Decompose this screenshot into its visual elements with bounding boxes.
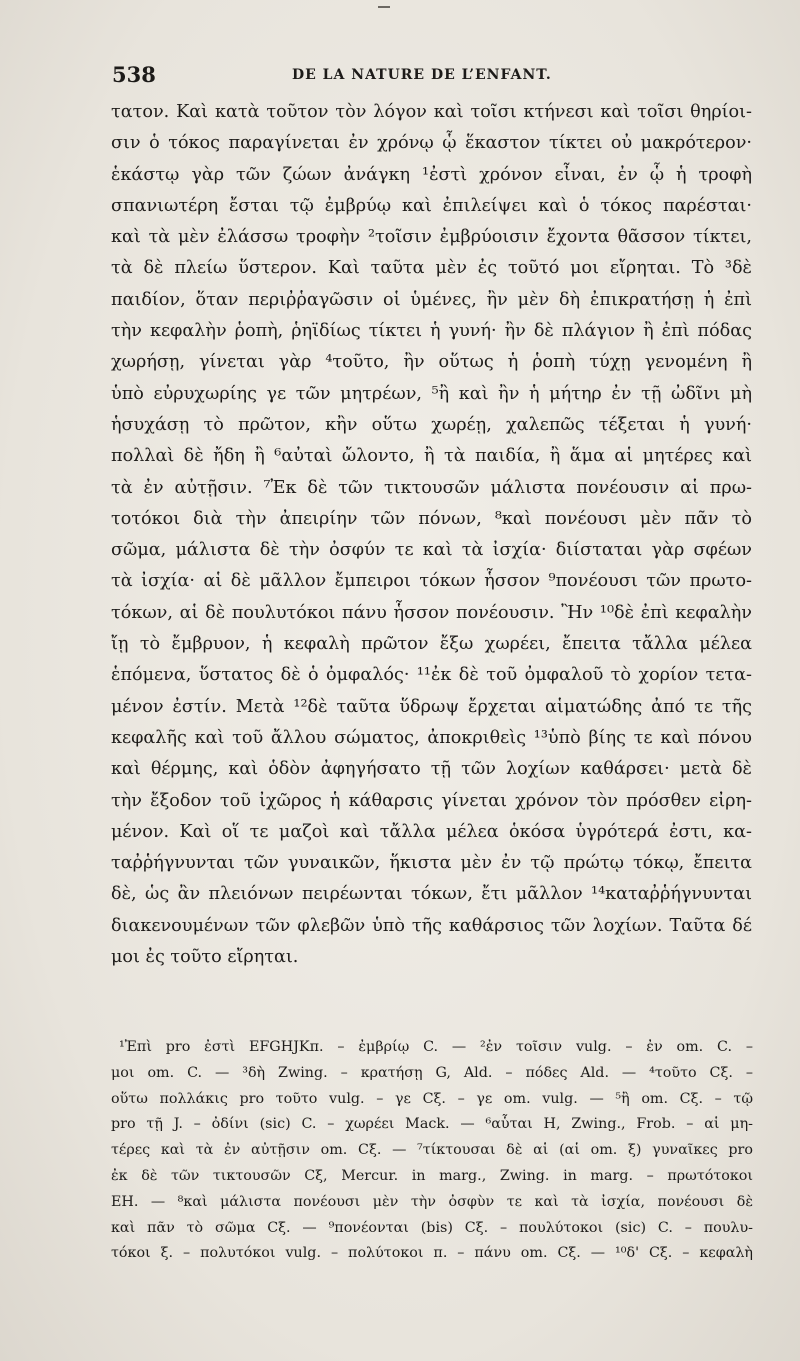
- text-line: ἑκάστῳ γὰρ τῶν ζώων ἀνάγκη ¹ἐστὶ χρόνον εἶναι, ἐν ᾧ ἡ τροφὴ: [111, 164, 752, 185]
- text-line: χωρήσῃ, γίνεται γὰρ ⁴τοῦτο, ἢν οὕτως ἡ ῥοπὴ τύχῃ γενομένη ἢ: [111, 352, 752, 373]
- text-line: ταῤῥήγνυνται τῶν γυναικῶν, ἥκιστα μὲν ἐν τῷ πρώτῳ τόκῳ, ἔπειτα: [111, 853, 752, 874]
- text-line: ἡσυχάσῃ τὸ πρῶτον, κἢν οὕτω χωρέῃ, χαλεπῶς τέξεται ἡ γυνή·: [111, 414, 752, 435]
- text-line: σπανιωτέρη ἔσται τῷ ἐμβρύῳ καὶ ἐπιλείψει καὶ ὁ τόκος παρέσται·: [111, 195, 752, 216]
- text-line: μοι ἐς τοῦτο εἴρηται.: [111, 947, 299, 968]
- text-line: μένον. Καὶ οἵ τε μαζοὶ καὶ τἄλλα μέλεα ὁκόσα ὑγρότερά ἐστι, κα-: [111, 821, 752, 842]
- text-line: καὶ τὰ μὲν ἐλάσσω τροφὴν ²τοῖσιν ἐμβρύοισιν ἔχοντα θᾶσσον τίκτει,: [111, 227, 752, 248]
- text-line: σῶμα, μάλιστα δὲ τὴν ὀσφύν τε καὶ τὰ ἰσχία· διίσταται γὰρ σφέων: [111, 540, 752, 561]
- text-line: καὶ θέρμης, καὶ ὁδὸν ἀφηγήσατο τῇ τῶν λοχίων καθάρσει· μετὰ δὲ: [111, 759, 752, 780]
- running-title: DE LA NATURE DE L’ENFANT.: [292, 67, 552, 83]
- text-line: δὲ, ὡς ἂν πλειόνων πειρέωνται τόκων, ἔτι μᾶλλον ¹⁴καταῤῥήγνυνται: [111, 884, 752, 905]
- text-line: ἴῃ τὸ ἔμβρυον, ἡ κεφαλὴ πρῶτον ἔξω χωρέει, ἔπειτα τἄλλα μέλεα: [111, 634, 752, 655]
- text-line: πολλαὶ δὲ ἤδη ἢ ⁶αὐταὶ ὤλοντο, ἢ τὰ παιδία, ἢ ἅμα αἱ μητέρες καὶ: [111, 446, 752, 467]
- footnote-line: pro τῇ J. – ὀδίνι (sic) C. – χωρέει Mack. — ⁶αὗται H, Zwing., Frob. – αἱ μη-: [111, 1116, 753, 1133]
- page-header: [112, 62, 752, 90]
- text-line: τὰ ἐν αὐτῇσιν. ⁷Ἐκ δὲ τῶν τικτουσῶν μάλιστα πονέουσιν αἱ πρω-: [111, 477, 752, 498]
- text-line: ὑπὸ εὐρυχωρίης γε τῶν μητρέων, ⁵ἢ καὶ ἢν ἡ μήτηρ ἐν τῇ ὠδῖνι μὴ: [111, 383, 752, 404]
- footnote-line: ¹Ἐπὶ pro ἐστὶ EFGHJKπ. – ἐμβρίῳ C. — ²ἐν τοῖσιν vulg. – ἐν om. C. –: [119, 1039, 753, 1055]
- text-line: τατον. Καὶ κατὰ τοῦτον τὸν λόγον καὶ τοῖσι κτήνεσι καὶ τοῖσι θηρίοι-: [111, 102, 752, 122]
- text-line: μένον ἐστίν. Μετὰ ¹²δὲ ταῦτα ὕδρωψ ἔρχεται αἱματώδης ἀπό τε τῆς: [111, 696, 752, 717]
- text-line: τόκων, αἱ δὲ πουλυτόκοι πάνυ ἧσσον πονέουσιν. Ἢν ¹⁰δὲ ἐπὶ κεφαλὴν: [111, 602, 752, 623]
- text-line: κεφαλῆς καὶ τοῦ ἄλλου σώματος, ἀποκριθεὶς ¹³ὑπὸ βίης τε καὶ πόνου: [111, 727, 752, 748]
- main-text: [111, 97, 752, 973]
- text-line: τὰ ἰσχία· αἱ δὲ μᾶλλον ἔμπειροι τόκων ἧσσον ⁹πονέουσι τῶν πρωτο-: [111, 571, 752, 592]
- text-line: τοτόκοι διὰ τὴν ἀπειρίην τῶν πόνων, ⁸καὶ πονέουσι μὲν πᾶν τὸ: [111, 508, 752, 529]
- footnote-line: ἐκ δὲ τῶν τικτουσῶν Cξ, Mercur. in marg., Zwing. in marg. – πρωτότοκοι: [111, 1167, 753, 1184]
- text-line: παιδίον, ὅταν περιῤῥαγῶσιν οἱ ὑμένες, ἢν μὲν δὴ ἐπικρατήσῃ ἡ ἐπὶ: [111, 289, 752, 310]
- text-line: διακενουμένων τῶν φλεβῶν ὑπὸ τῆς καθάρσιος τῶν λοχίων. Ταῦτα δέ: [111, 915, 752, 936]
- text-line: ἑπόμενα, ὕστατος δὲ ὁ ὀμφαλός· ¹¹ἐκ δὲ τοῦ ὀμφαλοῦ τὸ χορίον τετα-: [111, 665, 752, 686]
- text-line: σιν ὁ τόκος παραγίνεται ἐν χρόνῳ ᾧ ἕκαστον τίκτει οὐ μακρότερον·: [111, 133, 752, 154]
- footnote-line: τέρες καὶ τὰ ἐν αὐτῇσιν om. Cξ. — ⁷τίκτουσαι δὲ αἱ (αἱ om. ξ) γυναῖκες pro: [111, 1142, 753, 1159]
- page-number: 538: [112, 62, 156, 87]
- footnotes: [111, 1035, 753, 1267]
- footnote-line: EH. — ⁸καὶ μάλιστα πονέουσι μὲν τὴν ὀσφὺν τε καὶ τὰ ἰσχία, πονέουσι δὲ: [111, 1193, 753, 1210]
- top-margin-mark: [378, 6, 390, 8]
- text-line: τὴν ἔξοδον τοῦ ἰχῶρος ἡ κάθαρσις γίνεται χρόνον τὸν πρόσθεν εἰρη-: [111, 790, 752, 811]
- text-line: τὰ δὲ πλείω ὕστερον. Καὶ ταῦτα μὲν ἐς τοῦτό μοι εἴρηται. Τὸ ³δὲ: [111, 258, 752, 279]
- text-line: τὴν κεφαλὴν ῥοπὴ, ῥηϊδίως τίκτει ἡ γυνή· ἢν δὲ πλάγιον ἢ ἐπὶ πόδας: [111, 321, 752, 342]
- footnote-line: καὶ πᾶν τὸ σῶμα Cξ. — ⁹πονέονται (bis) Cξ. – πουλύτοκοι (sic) C. – πουλυ-: [111, 1219, 753, 1236]
- footnote-line: μοι om. C. — ³δὴ Zwing. – κρατήσῃ G, Ald. – πόδες Ald. — ⁴τοῦτο Cξ. –: [111, 1064, 753, 1081]
- footnote-line: οὕτω πολλάκις pro τοῦτο vulg. – γε Cξ. – γε om. vulg. — ⁵ἢ om. Cξ. – τῷ: [111, 1090, 753, 1107]
- footnote-line: τόκοι ξ. – πολυτόκοι vulg. – πολύτοκοι π. – πάνυ om. Cξ. — ¹⁰δ' Cξ. – κεφαλὴ: [111, 1245, 753, 1262]
